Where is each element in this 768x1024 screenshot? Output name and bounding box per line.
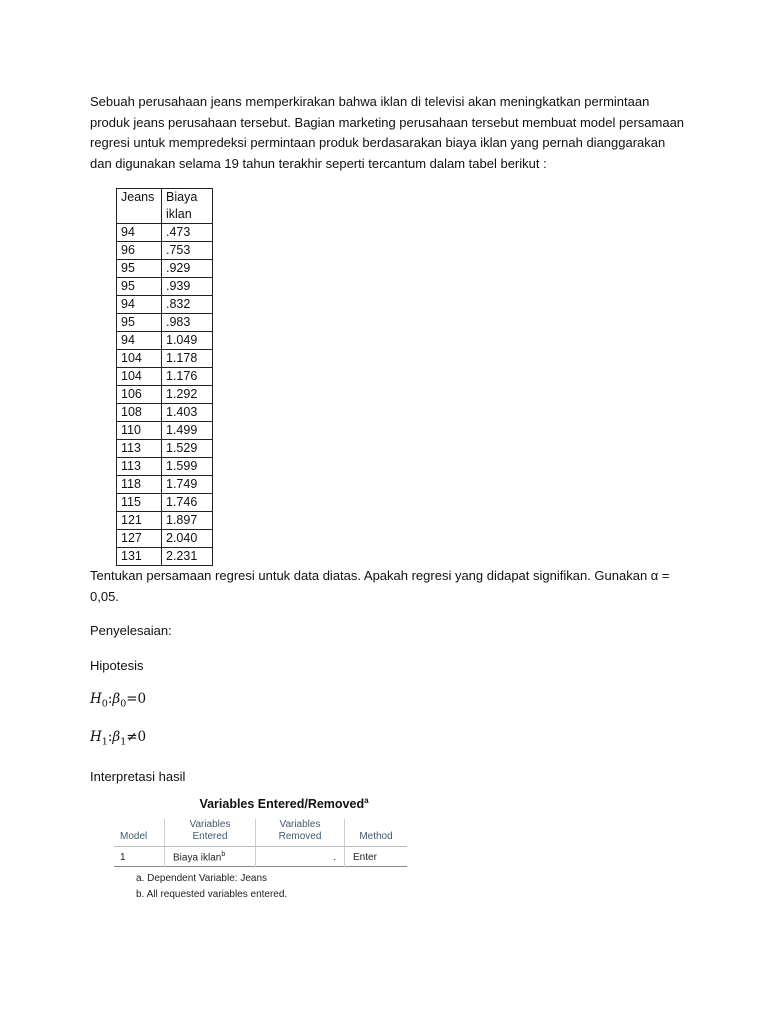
- h0-relation: =0: [126, 691, 147, 707]
- cell-jeans: 113: [117, 458, 162, 476]
- table-row: [117, 494, 213, 512]
- spss-row-entered-footnote: b: [221, 851, 226, 859]
- spss-col-removed: Variables Removed: [256, 819, 345, 847]
- table-row: [117, 278, 213, 296]
- table-row: [117, 458, 213, 476]
- document-body: [90, 92, 690, 788]
- spss-row-entered: [165, 847, 256, 867]
- hipotesis-heading: Hipotesis: [90, 657, 144, 673]
- cell-jeans: 118: [117, 476, 162, 494]
- table-row: [117, 332, 213, 350]
- data-table-body: [117, 224, 213, 566]
- table-row: [117, 368, 213, 386]
- cell-biaya-iklan: .832: [162, 296, 213, 314]
- cell-biaya-iklan: 2.040: [162, 530, 213, 548]
- cell-jeans: 115: [117, 494, 162, 512]
- h1-beta: β: [112, 728, 121, 745]
- cell-jeans: 108: [117, 404, 162, 422]
- header-jeans: Jeans: [117, 189, 162, 224]
- cell-jeans: 131: [117, 548, 162, 566]
- cell-biaya-iklan: 2.231: [162, 548, 213, 566]
- table-row: [117, 296, 213, 314]
- data-table: [116, 188, 213, 566]
- spss-title: [154, 796, 414, 811]
- table-row: [117, 314, 213, 332]
- table-row: [117, 530, 213, 548]
- cell-jeans: 94: [117, 296, 162, 314]
- cell-jeans: 104: [117, 368, 162, 386]
- h0-colon: :: [107, 691, 113, 707]
- spss-row-removed: .: [256, 847, 345, 867]
- spss-row-method: Enter: [353, 851, 377, 863]
- spss-output: [114, 796, 414, 903]
- cell-jeans: 95: [117, 260, 162, 278]
- cell-jeans: 94: [117, 332, 162, 350]
- cell-biaya-iklan: .939: [162, 278, 213, 296]
- table-row: [117, 242, 213, 260]
- cell-jeans: 95: [117, 314, 162, 332]
- hypothesis-h0: [90, 688, 690, 716]
- table-row: [117, 350, 213, 368]
- question-text: Tentukan persamaan regresi untuk data diatas. Apakah regresi yang didapat signifikan. Gunakan α = 0,05.: [90, 568, 670, 604]
- cell-biaya-iklan: .929: [162, 260, 213, 278]
- spss-title-footnote: a: [364, 796, 369, 805]
- cell-biaya-iklan: 1.403: [162, 404, 213, 422]
- spss-title-text: Variables Entered/Removed: [199, 797, 365, 812]
- table-row: [117, 386, 213, 404]
- spss-col-model: Model: [114, 819, 165, 847]
- h1-colon: :: [107, 728, 113, 745]
- spss-row-model: 1: [114, 847, 165, 867]
- table-row: [117, 476, 213, 494]
- cell-jeans: 106: [117, 386, 162, 404]
- cell-biaya-iklan: 1.746: [162, 494, 213, 512]
- h1-subscript: 1: [101, 736, 108, 748]
- h1-relation: ≠0: [126, 728, 147, 745]
- spss-footnote-a: a. Dependent Variable: Jeans: [136, 873, 268, 885]
- cell-jeans: 95: [117, 278, 162, 296]
- spss-table: [114, 819, 407, 867]
- cell-biaya-iklan: .473: [162, 224, 213, 242]
- intro-paragraph: Sebuah perusahaan jeans memperkirakan bahwa iklan di televisi akan meningkatkan permintaan produk jeans perusahaan tersebut. Bagian marketing perusahaan tersebut membuat model persamaan regresi untuk mempredeksi permintaan produk berdasarakan biaya iklan yang pernah dianggarakan dan digunakan selama 19 tahun terakhir seperti tercantum dalam tabel berikut :: [90, 94, 685, 171]
- penyelesaian-heading: Penyelesaian:: [90, 623, 172, 638]
- cell-biaya-iklan: 1.178: [162, 350, 213, 368]
- cell-biaya-iklan: 1.176: [162, 368, 213, 386]
- h1-beta-subscript: 1: [120, 736, 127, 748]
- cell-jeans: 113: [117, 440, 162, 458]
- cell-biaya-iklan: .983: [162, 314, 213, 332]
- table-row: [117, 404, 213, 422]
- cell-jeans: 104: [117, 350, 162, 368]
- interpretasi-heading: Interpretasi hasil: [90, 769, 186, 785]
- table-row: [117, 548, 213, 566]
- cell-biaya-iklan: 1.049: [162, 332, 213, 350]
- cell-biaya-iklan: 1.292: [162, 386, 213, 404]
- spss-col-method: Method: [359, 831, 393, 843]
- cell-jeans: 96: [117, 242, 162, 260]
- cell-biaya-iklan: 1.749: [162, 476, 213, 494]
- table-row: [117, 422, 213, 440]
- cell-biaya-iklan: 1.897: [162, 512, 213, 530]
- cell-jeans: 127: [117, 530, 162, 548]
- hypothesis-h1: [90, 726, 690, 754]
- h0-subscript: 0: [101, 698, 108, 710]
- header-biaya-iklan: Biaya iklan: [162, 189, 213, 224]
- cell-biaya-iklan: 1.499: [162, 422, 213, 440]
- h0-beta-subscript: 0: [120, 698, 127, 710]
- spss-row-entered-text: Biaya iklan: [173, 852, 222, 864]
- h1-symbol: H: [90, 728, 102, 745]
- table-row: [117, 512, 213, 530]
- table-row: [117, 224, 213, 242]
- spss-footnote-b: b. All requested variables entered.: [136, 889, 288, 901]
- h0-beta: β: [112, 691, 121, 707]
- cell-biaya-iklan: .753: [162, 242, 213, 260]
- cell-jeans: 110: [117, 422, 162, 440]
- spss-col-entered: Variables Entered: [165, 819, 256, 847]
- table-row: [117, 260, 213, 278]
- cell-biaya-iklan: 1.599: [162, 458, 213, 476]
- cell-jeans: 94: [117, 224, 162, 242]
- cell-jeans: 121: [117, 512, 162, 530]
- cell-biaya-iklan: 1.529: [162, 440, 213, 458]
- table-row: [117, 440, 213, 458]
- h0-symbol: H: [90, 691, 102, 707]
